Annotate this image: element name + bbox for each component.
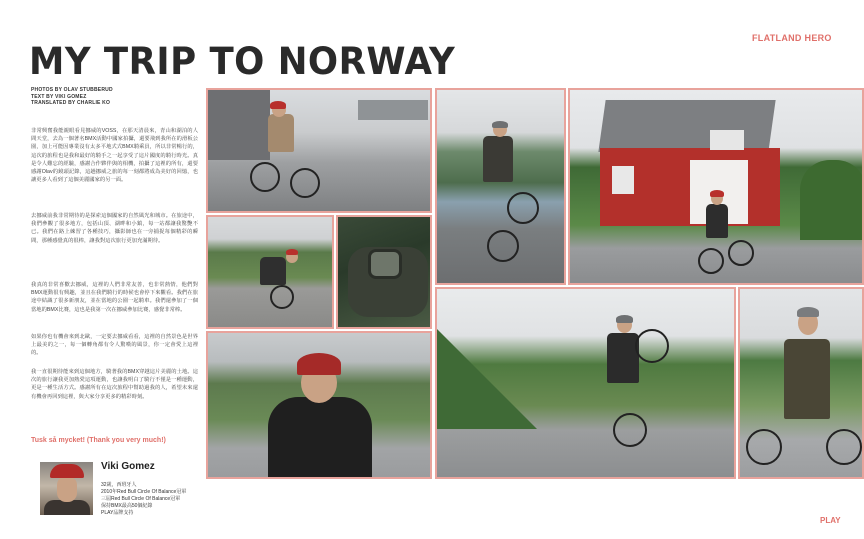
section-tag: FLATLAND HERO: [752, 33, 832, 43]
rider-bio: [101, 482, 186, 517]
thanks-line: Tusk så mycket! (Thank you very much!): [31, 437, 166, 444]
article-credits: [31, 87, 113, 107]
photo-watch-closeup: [336, 215, 432, 329]
article-title: MY TRIP TO NORWAY: [29, 40, 456, 83]
photo-portrait-beanie: [206, 331, 432, 479]
bio-line: 保持BMX最高50個紀錄: [101, 503, 153, 509]
translation-credit: TRANSLATED BY CHARLIE KO: [31, 100, 111, 106]
bio-line: PLAY品牌支持: [101, 510, 134, 516]
article-paragraph: 去挪威前我非常期待的是探索這個國家的自然風光和城市。在旅途中，我們參觀了很多地方，包括山頂、湖畔和小鎮，每一站都讓我驚艷不已。我們在路上練習了各種技巧，攝影師也在一旁捕捉每個精彩的瞬間，那種感覺真的很棒，讓我對這次旅行更加充滿期待。: [31, 213, 198, 244]
bio-line: 2010年Red Bull Circle Of Balance冠軍: [101, 489, 187, 495]
article-paragraph: 我真的非常喜歡去挪威，這裡的人們非常友善，也非常熱情，他們對BMX運動很有興趣，並且在我們騎行的時候也會停下來觀看。我們在旅途中結識了很多新朋友，並在當地的公園一起騎車。我們還參加了一個當地的BMX比賽，這也是我第一次在挪威參加比賽，感覺非常棒。: [31, 282, 198, 313]
photo-wheelie-lake: [435, 88, 566, 285]
article-paragraph: 我一直很期待能來到這個地方，騎著我的BMX穿越這片美麗的土地。這次的旅行讓我更加熱愛這項運動，也讓我明白了騎行不僅是一種運動，更是一種生活方式。感謝所有在這次旅程中幫助過我的人，希望未來還有機會再回到這裡，與大家分享更多的精彩時刻。: [31, 369, 198, 400]
photo-wheelie-valley: [435, 287, 736, 479]
photo-credit: PHOTOS BY OLAV STUBBERUD: [31, 87, 113, 93]
photo-mountain-road: [206, 215, 334, 329]
photo-street-rider: [206, 88, 432, 213]
photo-red-house: [568, 88, 864, 285]
footer-tag: PLAY: [820, 516, 841, 525]
rider-portrait: [40, 462, 93, 515]
article-paragraph: 如果你也有機會來到北歐，一定要去挪威看看，這裡的自然景色是世界上最美的之一，每一個轉角都有令人驚嘆的風景，你一定會愛上這裡的。: [31, 334, 198, 357]
photo-standing-rider: [738, 287, 864, 479]
rider-name: Viki Gomez: [101, 461, 155, 472]
bio-line: 32歲，西班牙人: [101, 482, 137, 488]
text-credit: TEXT BY VIKI GOMEZ: [31, 93, 87, 100]
article-paragraph: 非常興奮我能親眼看見挪威的VOSS，在那天清晨來，青山和湖泊的人間天堂，去為一個著名BMX活動中國家拍攝，還要飛到我所在的滑板公園，加上可能因專業沒有太多平地式式BMX騎乘員，所以非常暢行的，這次的旅程也是我和最好的騎手之一起享受了這片國度的騎行時光。真是令人難忘的經驗，感謝合作夥伴與的相機，拍攝了這裡的所有，還要感謝Olav的鏡頭記錄，這趟挪威之旅的每一刻都將成為美好的回憶，也讓更多人看到了這個美麗國家的另一面。: [31, 128, 198, 184]
bio-line: 三屆Red Bull Circle Of Balance冠軍: [101, 496, 181, 502]
